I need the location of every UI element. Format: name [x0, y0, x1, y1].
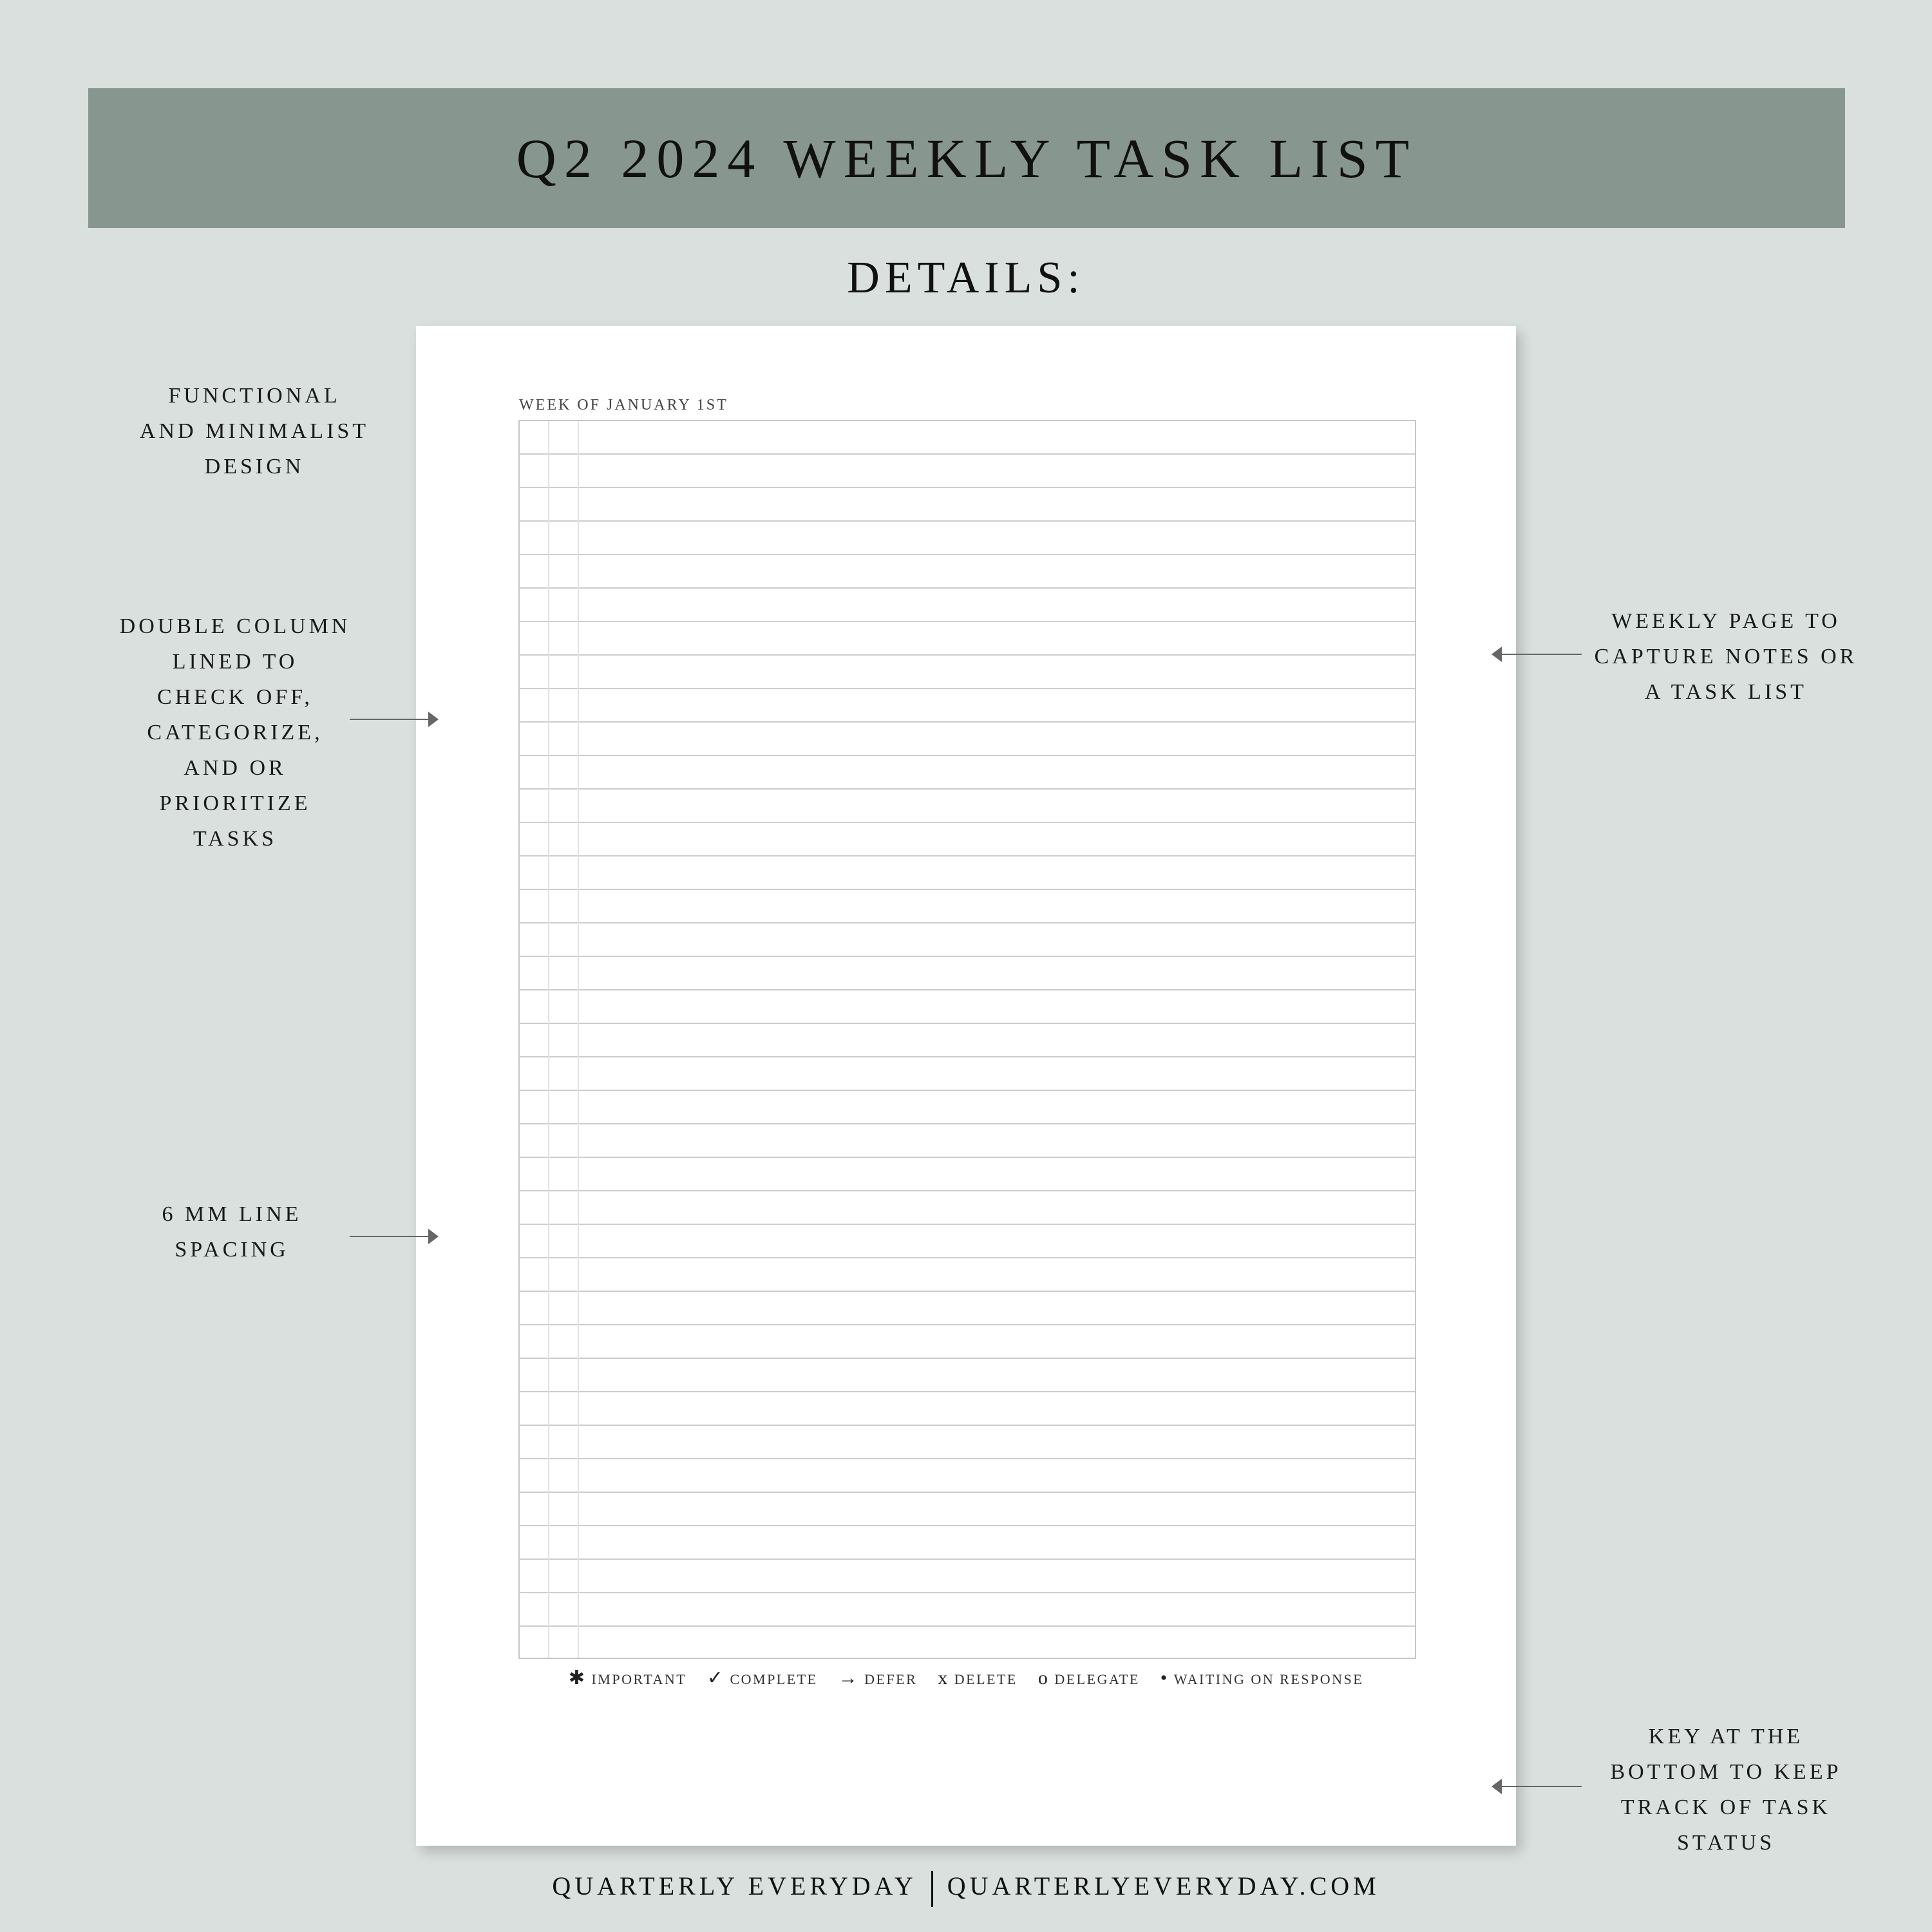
check-column-divider	[548, 421, 549, 1658]
note-line: DOUBLE COLUMN	[119, 614, 351, 638]
note-line: TRACK OF TASK	[1620, 1795, 1832, 1819]
note-line: TASKS	[193, 827, 277, 851]
note-line: CATEGORIZE,	[147, 721, 323, 744]
details-heading: DETAILS:	[847, 253, 1085, 303]
arrow-right-icon	[350, 719, 437, 720]
arrow-left-icon	[1493, 1786, 1582, 1787]
note-key	[1584, 1719, 1868, 1861]
page-title: Q2 2024 WEEKLY TASK LIST	[516, 127, 1417, 189]
planner-sheet	[416, 326, 1516, 1846]
key-label-delete: DELETE	[954, 1671, 1018, 1687]
arrow-right-icon: →	[838, 1667, 860, 1689]
note-line: CHECK OFF,	[157, 685, 313, 709]
asterisk-icon: ✱	[568, 1667, 587, 1689]
note-line: WEEKLY PAGE TO	[1611, 609, 1841, 633]
note-design	[126, 378, 383, 484]
footer-divider	[931, 1871, 933, 1907]
note-line: DESIGN	[204, 455, 305, 478]
note-line: AND OR	[184, 756, 287, 780]
key-label-defer: DEFER	[864, 1671, 918, 1687]
note-line: A TASK LIST	[1645, 680, 1807, 704]
note-line: SPACING	[175, 1238, 289, 1262]
note-weekly	[1571, 603, 1880, 710]
lined-grid	[518, 420, 1416, 1659]
week-label: WEEK OF JANUARY 1ST	[519, 397, 728, 413]
note-line: BOTTOM TO KEEP	[1610, 1760, 1842, 1784]
key-label-important: IMPORTANT	[591, 1671, 687, 1687]
category-column-divider	[578, 421, 579, 1658]
title-banner	[88, 88, 1845, 228]
arrow-right-icon	[350, 1236, 437, 1237]
note-line: STATUS	[1677, 1831, 1775, 1855]
note-line: 6 MM LINE	[162, 1202, 302, 1226]
note-line: LINED TO	[172, 650, 298, 674]
note-spacing	[103, 1197, 361, 1267]
circle-icon: o	[1037, 1667, 1050, 1689]
footer-url: QUARTERLYEVERYDAY.COM	[947, 1871, 1380, 1901]
bullet-icon: •	[1160, 1667, 1169, 1689]
footer	[0, 1871, 1932, 1907]
note-line: KEY AT THE	[1648, 1725, 1804, 1748]
footer-brand: QUARTERLY EVERYDAY	[552, 1871, 917, 1901]
status-key	[416, 1667, 1516, 1689]
note-line: AND MINIMALIST	[139, 419, 370, 443]
note-line: CAPTURE NOTES OR	[1594, 645, 1858, 668]
arrow-left-icon	[1493, 654, 1582, 655]
key-label-waiting: WAITING ON RESPONSE	[1173, 1671, 1364, 1687]
key-label-delegate: DELEGATE	[1054, 1671, 1140, 1687]
note-columns	[97, 609, 374, 857]
x-icon: x	[938, 1667, 949, 1689]
note-line: PRIORITIZE	[159, 791, 311, 815]
key-label-complete: COMPLETE	[730, 1671, 818, 1687]
checkmark-icon: ✓	[706, 1667, 725, 1689]
note-line: FUNCTIONAL	[168, 384, 341, 408]
